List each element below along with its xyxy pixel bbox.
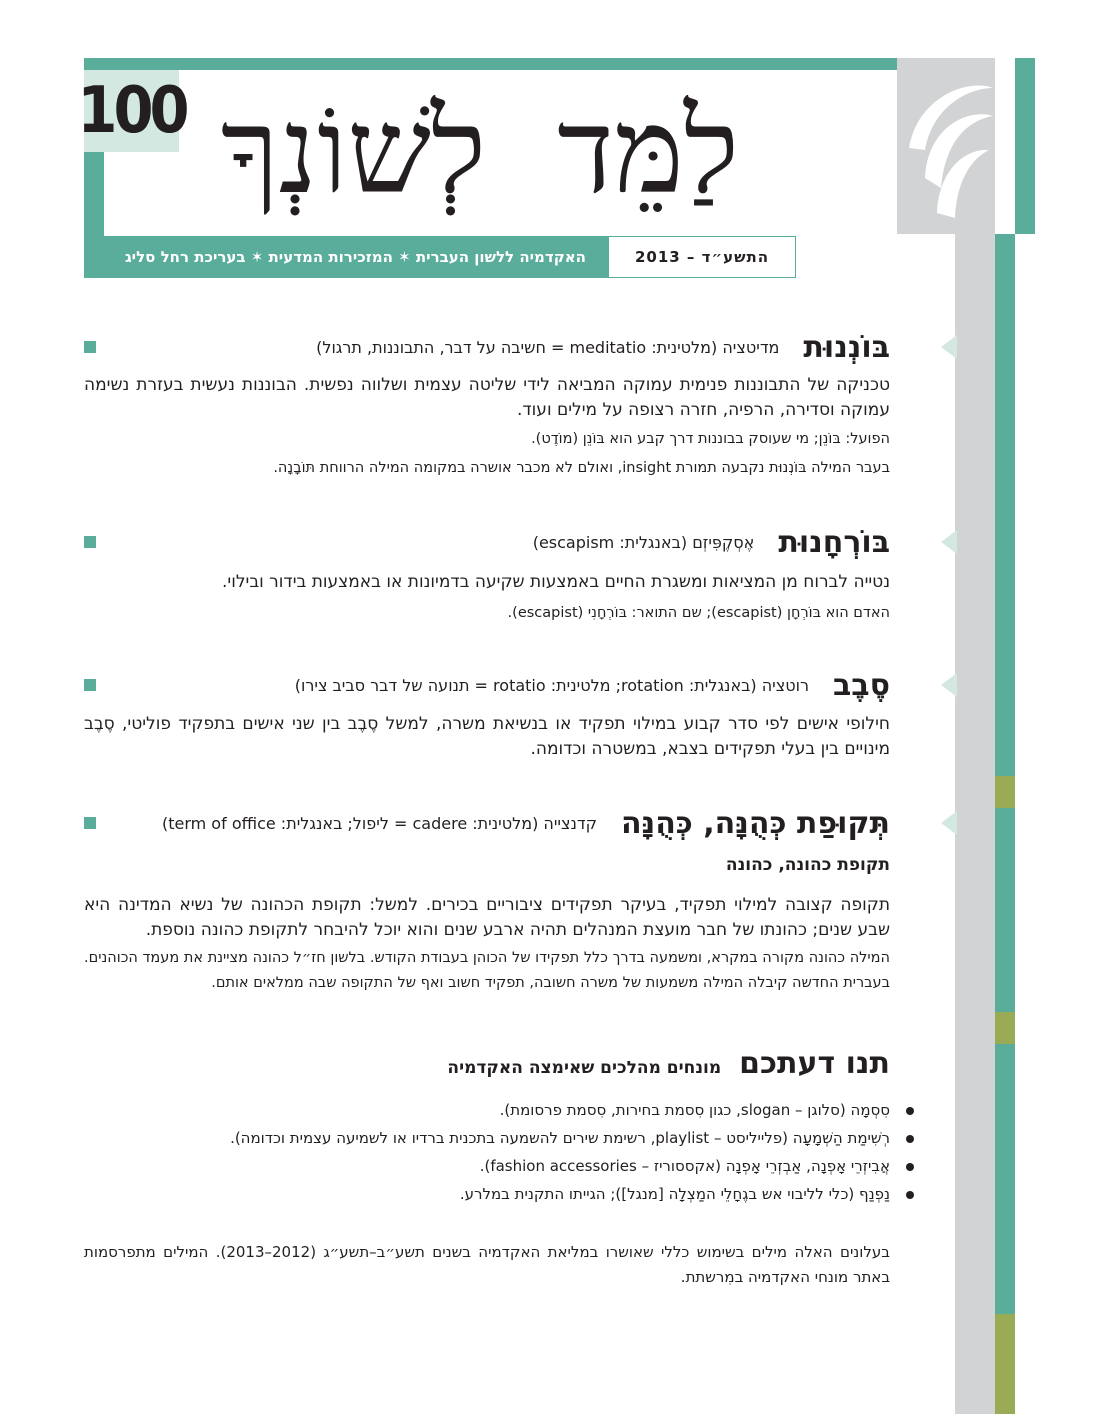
entry-header xyxy=(84,665,890,705)
logo-box xyxy=(897,58,995,234)
entry-title: בּוֹרְחָנוּת xyxy=(778,524,890,560)
side-grey-strip xyxy=(955,58,995,1414)
entry-header xyxy=(84,803,890,843)
entry-marker-icon xyxy=(941,673,957,697)
side-olive-segment xyxy=(995,1314,1015,1414)
entry-definition: תקופה קצובה למילוי תפקיד, בעיקר תפקידים ציבוריים בכירים. למשל: תקופת הכהונה של נשיא המדינה היא שבע שנים; כהונתו של חבר מועצת המנהלים תהיה ארבע שנים והוא יוכל להיבחר לתקופת כהונה נוספת. xyxy=(84,895,890,940)
year-line: התשע״ד – 2013 xyxy=(608,236,796,278)
entry-title: תְּקוּפַת כְּהֻנָּה, כְּהֻנָּה xyxy=(620,805,890,841)
tnu-daatchem-header xyxy=(84,1046,890,1081)
entry-note: בעבר המילה בּוֹנְנוּת נקבעה תמורת insight, ואולם לא מכבר אושרה במקומה המילה הרווחת תּוֹבָנָה. xyxy=(273,460,890,476)
entry-definition: חילופי אישים לפי סדר קבוע במילוי תפקיד או בנשיאת משרה, למשל סֶבֶב בין שני אישים בתפקיד פוליטי, סֶבֶב מינויים בין בעלי תפקידים בצבא, במשטרה וכדומה. xyxy=(84,714,890,759)
side-teal-segment xyxy=(995,808,1015,1012)
entry-title: בּוֹנְנוּת xyxy=(803,329,890,365)
entry-meta: אֶסְקֶפִּיזְם (באנגלית: escapism) xyxy=(532,532,755,552)
square-bullet-icon xyxy=(84,341,96,353)
side-teal-segment xyxy=(995,234,1015,776)
academy-logo-icon xyxy=(897,58,995,234)
entry-note: הפועל: בּוֹנֵן; מי שעוסק בבוננות דרך קבע הוא בּוֹנֵן (מוֹדֶט). xyxy=(531,431,890,447)
entry-note: האדם הוא בּוֹרְחָן (escapist); שם התואר: בּוֹרְחָנִי (escapist). xyxy=(507,605,890,621)
list-item: אֲבִיזְרֵי אָפְנָה, אַבְזְרֵי אָפְנָה (אקססוריז – fashion accessories). xyxy=(84,1152,890,1180)
side-olive-segment xyxy=(995,1012,1015,1044)
entry-meta: קדנצייה (מלטינית: cadere = ליפול; באנגלית: term of office) xyxy=(161,813,597,833)
tnu-daatchem-list xyxy=(84,1096,914,1208)
entry-header xyxy=(84,522,890,562)
masthead-title: לַמֵּד לְשׁוֹנְךָ xyxy=(220,82,740,220)
entry-definition: טכניקה של התבוננות פנימית עמוקה המביאה לידי שליטה עצמית ושלווה נפשית. הבוננות נעשית בעזרת נשימה עמוקה וסדירה, הרפיה, חזרה רצופה על מילים ועוד. xyxy=(84,375,890,420)
entry-meta: מדיטציה (מלטינית: meditatio = חשיבה על דבר, התבוננות, תרגול) xyxy=(316,337,780,357)
footer-text: בעלונים האלה מילים בשימוש כללי שאושרו במליאת האקדמיה בשנים תשע״ב–תשע״ג (2012–2013). המילים מתפרסמות באתר מונחי האקדמיה במִרשתת. xyxy=(84,1243,890,1286)
entry-definition: נטייה לברוח מן המציאות ומשגרת החיים באמצעות שקיעה בדמיונות או באמצעות בידור ובילוי. xyxy=(222,572,890,592)
list-item: רְשִׁימַת הַשְׁמָעָה (פלייליסט – playlist, רשימת שירים להשמעה בתכנית ברדיו או לשמיעה עצמית וכדומה). xyxy=(84,1124,890,1152)
entry-header xyxy=(84,327,890,367)
square-bullet-icon xyxy=(84,536,96,548)
entry-subtitle: תקופת כהונה, כהונה xyxy=(725,855,890,875)
tnu-daatchem-subtitle: מונחים מהלכים שאימצה האקדמיה xyxy=(447,1058,722,1078)
list-item: סִסְמָה (סלוגן – slogan, כגון סִסמת בחירות, סִסמת פרסומת). xyxy=(84,1096,890,1124)
entry-marker-icon xyxy=(941,811,957,835)
publisher-line: האקדמיה ללשון העברית ✶ המזכירות המדעית ✶ בעריכת רחל סליג xyxy=(84,236,608,278)
tnu-daatchem-title: תנו דעתכם xyxy=(739,1046,890,1081)
header-left-band xyxy=(84,152,104,236)
side-teal-top xyxy=(1015,58,1035,234)
entry-marker-icon xyxy=(941,530,957,554)
list-item: נַפְנַף (כלי לליבוי אש בגֶחָלֵי המַצְלָה [מנגל]); הגייתו התקנית במלרע. xyxy=(84,1180,890,1208)
square-bullet-icon xyxy=(84,679,96,691)
entry-meta: רוטציה (באנגלית: rotation; מלטינית: rotatio = תנועה של דבר סביב צירו) xyxy=(294,675,810,695)
side-teal-segment xyxy=(995,1044,1015,1314)
side-olive-segment xyxy=(995,776,1015,808)
entry-note: המילה כהונה מקורה במקרא, ומשמעה בדרך כלל תפקידו של הכוהן בעבודת הקודש. בלשון חז״ל כהונה מציינת את מעמד הכוהנים. בעברית החדשה קיבלה המילה משמעות של משרה חשובה, תפקיד חשוב ואף של התקופה שבה ממלאים אותם. xyxy=(84,950,890,991)
entry-marker-icon xyxy=(941,335,957,359)
entry-title: סֶבֶב xyxy=(833,667,890,703)
issue-number: 100 xyxy=(84,70,179,152)
square-bullet-icon xyxy=(84,817,96,829)
